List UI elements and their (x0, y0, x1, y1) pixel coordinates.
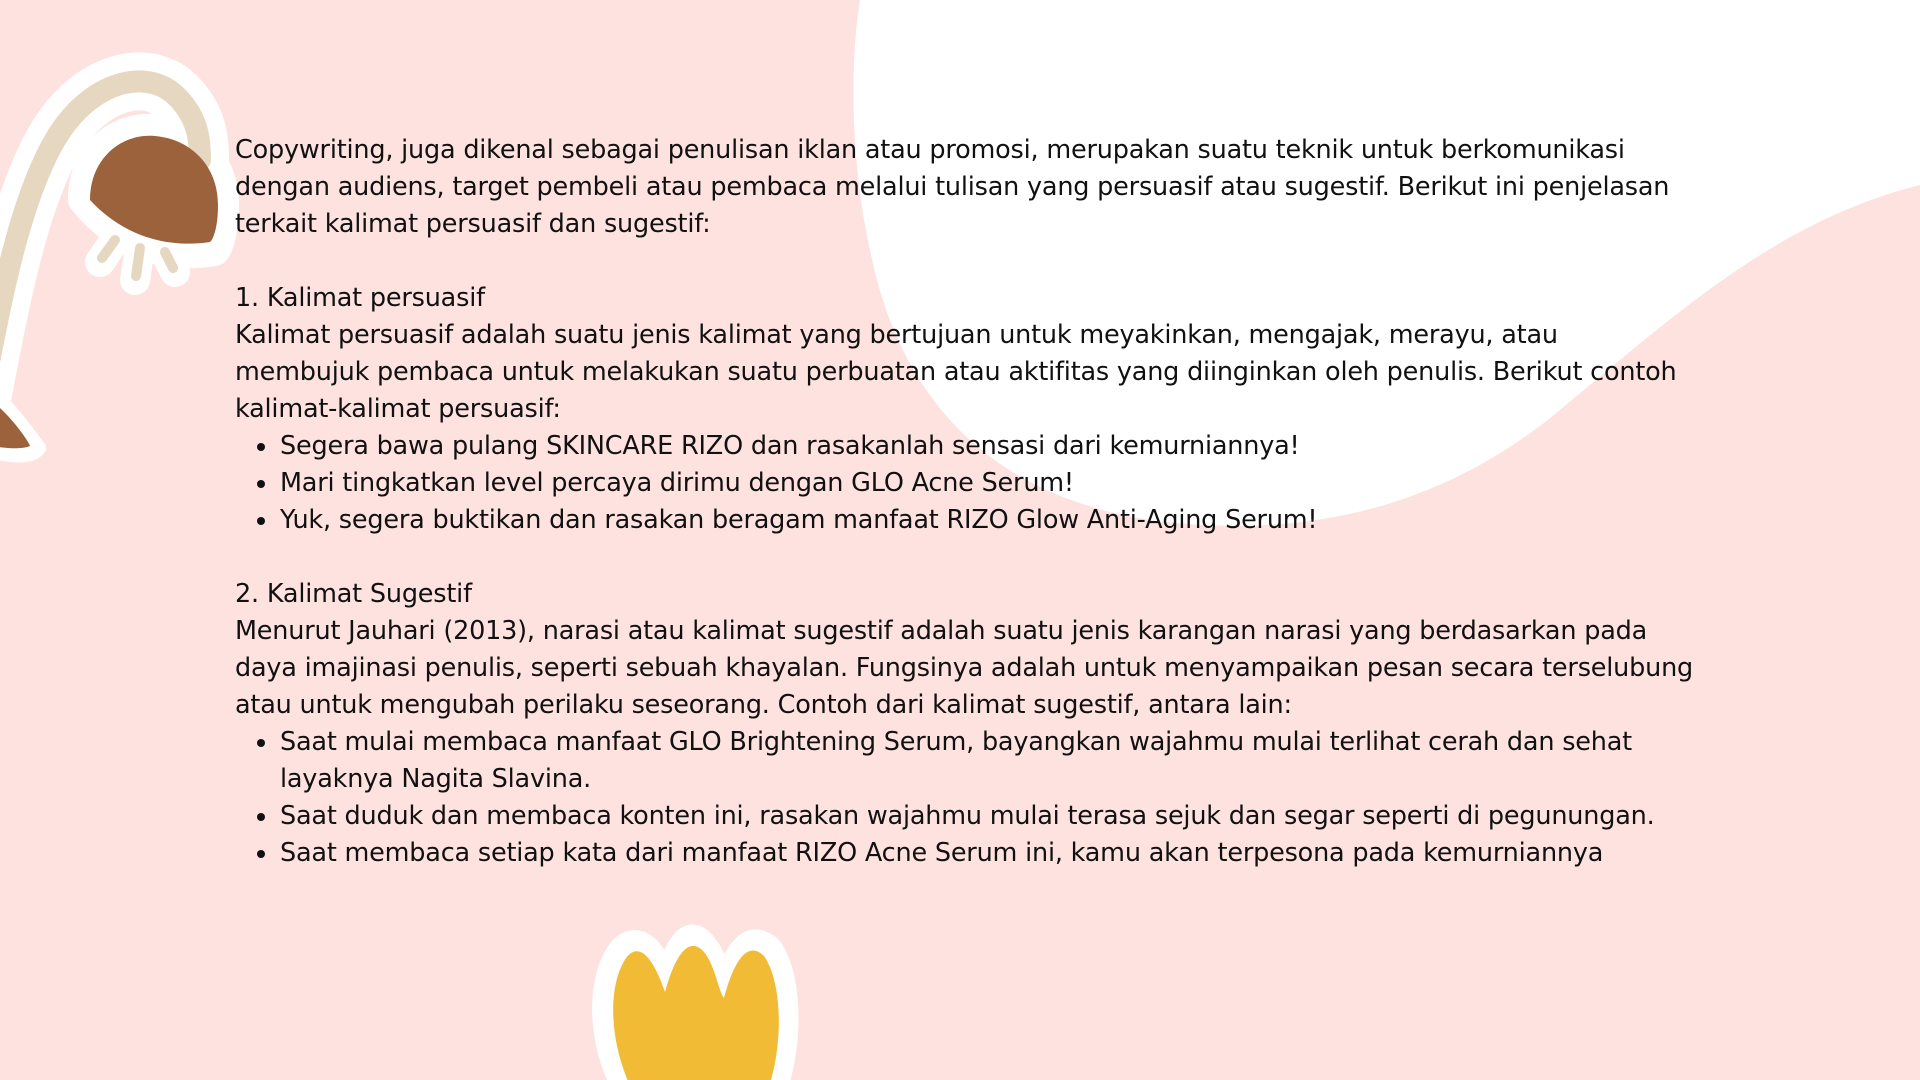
list-item: Saat duduk dan membaca konten ini, rasakan wajahmu mulai terasa sejuk dan segar seperti di pegunungan. (280, 798, 1695, 835)
persuasif-examples-list (235, 428, 1695, 539)
list-item: Yuk, segera buktikan dan rasakan beragam manfaat RIZO Glow Anti-Aging Serum! (280, 502, 1695, 539)
list-item: Saat membaca setiap kata dari manfaat RIZO Acne Serum ini, kamu akan terpesona pada kemurniannya (280, 835, 1695, 872)
section-persuasif-body: Kalimat persuasif adalah suatu jenis kalimat yang bertujuan untuk meyakinkan, mengajak, merayu, atau membujuk pembaca untuk melakukan suatu perbuatan atau aktifitas yang diinginkan oleh penulis. Berikut contoh kalimat-kalimat persuasif: (235, 320, 1677, 424)
list-item: Segera bawa pulang SKINCARE RIZO dan rasakanlah sensasi dari kemurniannya! (280, 428, 1695, 465)
spacer (235, 243, 1695, 280)
section-sugestif-body: Menurut Jauhari (2013), narasi atau kalimat sugestif adalah suatu jenis karangan narasi yang berdasarkan pada daya imajinasi penulis, seperti sebuah khayalan. Fungsinya adalah untuk menyampaikan pesan secara terselubung atau untuk mengubah perilaku seseorang. Contoh dari kalimat sugestif, antara lain: (235, 616, 1694, 720)
sugestif-examples-list (235, 724, 1695, 872)
spacer (235, 539, 1695, 576)
hanging-lamp-icon (0, 81, 225, 454)
list-item: Mari tingkatkan level percaya dirimu dengan GLO Acne Serum! (280, 465, 1695, 502)
list-item: Saat mulai membaca manfaat GLO Brightening Serum, bayangkan wajahmu mulai terlihat cerah dan sehat layaknya Nagita Slavina. (280, 724, 1695, 798)
section-persuasif-heading: 1. Kalimat persuasif (235, 283, 485, 313)
intro-paragraph: Copywriting, juga dikenal sebagai penulisan iklan atau promosi, merupakan suatu teknik untuk berkomunikasi dengan audiens, target pembeli atau pembaca melalui tulisan yang persuasif atau sugestif. Berikut ini penjelasan terkait kalimat persuasif dan sugestif: (235, 135, 1670, 239)
section-sugestif-heading: 2. Kalimat Sugestif (235, 579, 472, 609)
tulip-icon (604, 937, 786, 1080)
slide-content (235, 132, 1695, 872)
